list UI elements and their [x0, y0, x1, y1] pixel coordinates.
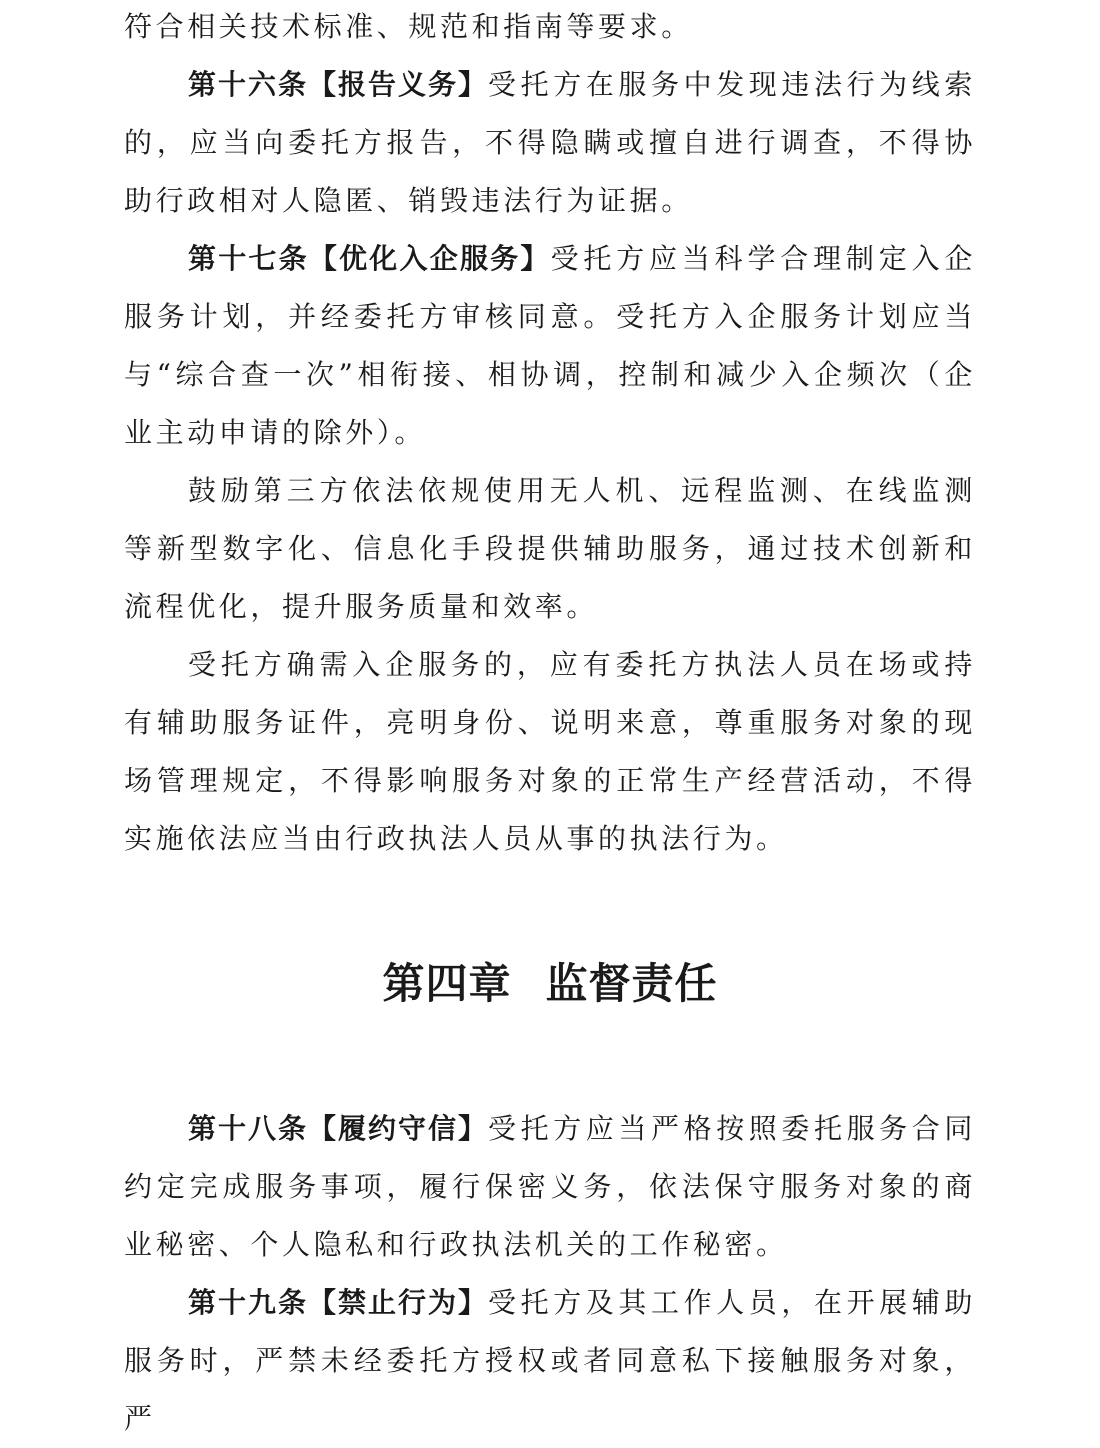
article-heading: 第十九条【禁止行为】: [188, 1286, 488, 1319]
body-paragraph: 受托方确需入企服务的，应有委托方执法人员在场或持有辅助服务证件，亮明身份、说明来意，尊重服务对象的现场管理规定，不得影响服务对象的正常生产经营活动，不得实施依法应当由行政执法人员从事的执法行为。: [124, 648, 976, 855]
body-paragraph: 鼓励第三方依法依规使用无人机、远程监测、在线监测等新型数字化、信息化手段提供辅助服务，通过技术创新和流程优化，提升服务质量和效率。: [124, 474, 976, 623]
article-body: 受托方应当严格按照委托服务合同约定完成服务事项，履行保密义务，依法保守服务对象的商业秘密、个人隐私和行政执法机关的工作秘密。: [124, 1112, 976, 1261]
article-body: 受托方及其工作人员，在开展辅助服务时，严禁未经委托方授权或者同意私下接触服务对象，严: [124, 1286, 976, 1435]
article-17: [124, 230, 976, 462]
document-page: [124, 0, 976, 1448]
article-19: [124, 1274, 976, 1448]
article-body: 受托方在服务中发现违法行为线索的，应当向委托方报告，不得隐瞒或擅自进行调查，不得协助行政相对人隐匿、销毁违法行为证据。: [124, 68, 976, 217]
article-heading: 第十六条【报告义务】: [188, 68, 488, 101]
chapter-heading: [124, 868, 976, 1100]
continuation-paragraph: 符合相关技术标准、规范和指南等要求。: [124, 10, 693, 43]
article-16: [124, 56, 976, 230]
article-18: [124, 1100, 976, 1274]
chapter-number: 第四章: [382, 959, 512, 1008]
article-body: 受托方应当科学合理制定入企服务计划，并经委托方审核同意。受托方入企服务计划应当与“综合查一次”相衔接、相协调，控制和减少入企频次（企业主动申请的除外）。: [124, 242, 976, 449]
chapter-title: 监督责任: [545, 959, 718, 1008]
article-heading: 第十八条【履约守信】: [188, 1112, 488, 1145]
article-heading: 第十七条【优化入企服务】: [188, 242, 551, 275]
